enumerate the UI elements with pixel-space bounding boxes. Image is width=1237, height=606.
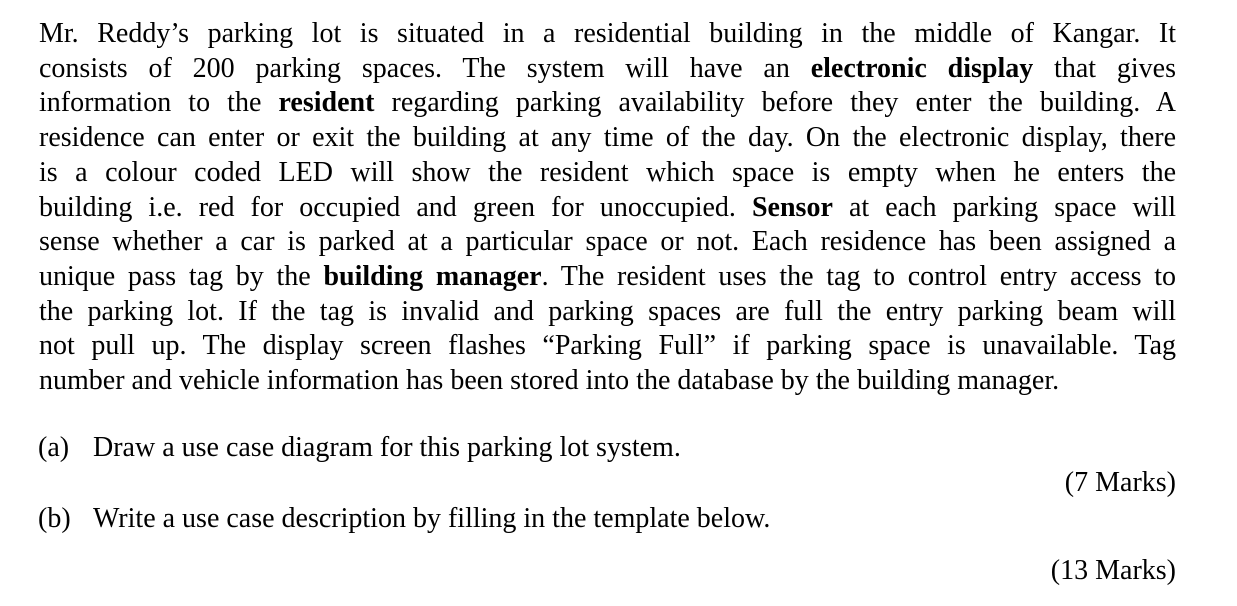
term-sensor: Sensor <box>751 191 833 223</box>
passage-line-4: residence can enter or exit the building at any time of the day. On the electronic display, there <box>39 122 1176 154</box>
passage-line-9: the parking lot. If the tag is invalid and parking spaces are full the entry parking beam will <box>39 295 1176 327</box>
passage-line-6: building i.e. red for occupied and green for unoccupied. Sensor at each parking space will <box>39 191 1177 223</box>
term-electronic-display: electronic display <box>810 52 1034 84</box>
passage-line-10: not pull up. The display screen flashes “Parking Full” if parking space is unavailable. Tag <box>39 330 1176 362</box>
term-building-manager: building manager <box>323 260 542 292</box>
passage-line-1: Mr. Reddy’s parking lot is situated in a residential building in the middle of Kangar. It <box>39 18 1176 49</box>
question-a-text: Draw a use case diagram for this parking lot system. <box>93 432 681 463</box>
passage-line-8: unique pass tag by the building manager. The resident uses the tag to control entry access to <box>39 260 1177 292</box>
question-a-marks: (7 Marks) <box>1064 467 1176 498</box>
question-a-label: (a) <box>38 432 70 463</box>
question-a <box>38 432 681 464</box>
question-b-label: (b) <box>38 503 71 534</box>
passage-line-11: number and vehicle information has been stored into the database by the building manager. <box>39 365 1060 397</box>
passage-line-5: is a colour coded LED will show the resident which space is empty when he enters the <box>39 156 1176 188</box>
passage-line-7: sense whether a car is parked at a particular space or not. Each residence has been assigned a <box>39 226 1176 258</box>
passage-line-2: consists of 200 parking spaces. The system will have an electronic display that gives <box>39 52 1176 84</box>
question-b-text: Write a use case description by filling in the template below. <box>93 503 771 534</box>
passage-line-3: information to the resident regarding parking availability before they enter the building. A <box>39 87 1176 119</box>
term-resident: resident <box>278 87 375 119</box>
question-b <box>38 503 770 535</box>
question-b-marks: (13 Marks) <box>1050 555 1176 586</box>
problem-passage <box>39 17 1176 399</box>
